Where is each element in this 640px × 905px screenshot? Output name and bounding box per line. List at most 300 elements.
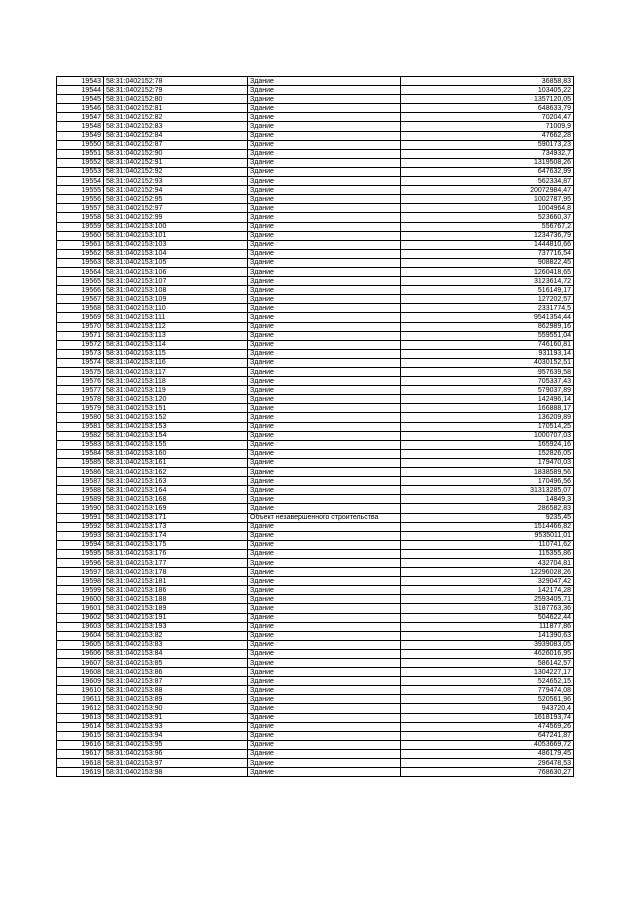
object-type: Здание [248, 622, 401, 631]
row-number: 19544 [57, 86, 104, 95]
row-number: 19553 [57, 167, 104, 176]
table-row [57, 449, 574, 458]
object-type: Здание [248, 322, 401, 331]
object-type: Здание [248, 695, 401, 704]
row-number: 19567 [57, 295, 104, 304]
cadastral-value: 516149,17 [401, 286, 574, 295]
cadastral-value: 486179,45 [401, 749, 574, 758]
cadastral-number: 58:31:0402153:111 [104, 313, 248, 322]
cadastral-number: 58:31:0402153:154 [104, 431, 248, 440]
cadastral-number: 58:31:0402153:169 [104, 504, 248, 513]
cadastral-value: 170496,56 [401, 477, 574, 486]
row-number: 19563 [57, 258, 104, 267]
object-type: Здание [248, 540, 401, 549]
cadastral-value: 734932,7 [401, 149, 574, 158]
cadastral-value: 746160,81 [401, 340, 574, 349]
table-row [57, 358, 574, 367]
table-row [57, 713, 574, 722]
row-number: 19587 [57, 477, 104, 486]
cadastral-value: 3939083,05 [401, 640, 574, 649]
row-number: 19554 [57, 177, 104, 186]
cadastral-value: 908822,45 [401, 258, 574, 267]
cadastral-value: 1004964,8 [401, 204, 574, 213]
table-row [57, 113, 574, 122]
cadastral-value: 648633,79 [401, 104, 574, 113]
table-row [57, 386, 574, 395]
object-type: Здание [248, 604, 401, 613]
row-number: 19594 [57, 540, 104, 549]
table-row [57, 240, 574, 249]
object-type: Здание [248, 258, 401, 267]
object-type: Здание [248, 759, 401, 768]
row-number: 19569 [57, 313, 104, 322]
table-row [57, 149, 574, 158]
cadastral-number: 58:31:0402153:88 [104, 686, 248, 695]
object-type: Здание [248, 267, 401, 276]
row-number: 19574 [57, 358, 104, 367]
table-row [57, 204, 574, 213]
table-row [57, 77, 574, 86]
table-row [57, 104, 574, 113]
table-row [57, 377, 574, 386]
object-type: Здание [248, 113, 401, 122]
row-number: 19617 [57, 749, 104, 758]
cadastral-number: 58:31:0402153:151 [104, 404, 248, 413]
cadastral-value: 647632,99 [401, 167, 574, 176]
object-type: Здание [248, 304, 401, 313]
cadastral-number: 58:31:0402153:96 [104, 749, 248, 758]
row-number: 19578 [57, 395, 104, 404]
table-row [57, 568, 574, 577]
table-row [57, 586, 574, 595]
cadastral-number: 58:31:0402153:164 [104, 486, 248, 495]
table-row [57, 349, 574, 358]
row-number: 19597 [57, 568, 104, 577]
object-type: Здание [248, 586, 401, 595]
object-type: Здание [248, 577, 401, 586]
table-row [57, 649, 574, 658]
cadastral-number: 58:31:0402153:153 [104, 422, 248, 431]
cadastral-value: 1319508,26 [401, 158, 574, 167]
row-number: 19605 [57, 640, 104, 649]
row-number: 19583 [57, 440, 104, 449]
row-number: 19564 [57, 267, 104, 276]
object-type: Здание [248, 477, 401, 486]
table-row [57, 540, 574, 549]
object-type: Здание [248, 558, 401, 567]
table-row [57, 213, 574, 222]
cadastral-number: 58:31:0402153:83 [104, 640, 248, 649]
cadastral-value: 31313285,07 [401, 486, 574, 495]
cadastral-value: 179470,03 [401, 458, 574, 467]
cadastral-value: 329047,42 [401, 577, 574, 586]
row-number: 19568 [57, 304, 104, 313]
cadastral-number: 58:31:0402153:84 [104, 649, 248, 658]
row-number: 19545 [57, 95, 104, 104]
row-number: 19558 [57, 213, 104, 222]
cadastral-value: 70204,47 [401, 113, 574, 122]
cadastral-value: 1444810,66 [401, 240, 574, 249]
table-row [57, 613, 574, 622]
cadastral-number: 58:31:0402152:83 [104, 122, 248, 131]
row-number: 19585 [57, 458, 104, 467]
object-type: Здание [248, 240, 401, 249]
registry-table-body [57, 77, 574, 777]
object-type: Здание [248, 377, 401, 386]
table-row [57, 331, 574, 340]
row-number: 19607 [57, 659, 104, 668]
row-number: 19598 [57, 577, 104, 586]
table-row [57, 277, 574, 286]
cadastral-number: 58:31:0402153:118 [104, 377, 248, 386]
object-type: Здание [248, 177, 401, 186]
row-number: 19576 [57, 377, 104, 386]
object-type: Здание [248, 677, 401, 686]
cadastral-number: 58:31:0402153:113 [104, 331, 248, 340]
table-row [57, 295, 574, 304]
cadastral-value: 1304227,17 [401, 668, 574, 677]
object-type: Здание [248, 149, 401, 158]
object-type: Здание [248, 722, 401, 731]
row-number: 19565 [57, 277, 104, 286]
table-row [57, 395, 574, 404]
object-type: Здание [248, 495, 401, 504]
cadastral-value: 957639,58 [401, 368, 574, 377]
table-row [57, 95, 574, 104]
cadastral-value: 110741,62 [401, 540, 574, 549]
row-number: 19606 [57, 649, 104, 658]
cadastral-value: 1514466,82 [401, 522, 574, 531]
row-number: 19547 [57, 113, 104, 122]
cadastral-number: 58:31:0402153:103 [104, 240, 248, 249]
object-type: Здание [248, 486, 401, 495]
row-number: 19575 [57, 368, 104, 377]
object-type: Здание [248, 531, 401, 540]
row-number: 19600 [57, 595, 104, 604]
cadastral-value: 136209,89 [401, 413, 574, 422]
cadastral-number: 58:31:0402153:85 [104, 659, 248, 668]
cadastral-value: 943720,4 [401, 704, 574, 713]
object-type: Здание [248, 668, 401, 677]
cadastral-number: 58:31:0402153:109 [104, 295, 248, 304]
cadastral-value: 47662,28 [401, 131, 574, 140]
cadastral-number: 58:31:0402153:110 [104, 304, 248, 313]
table-row [57, 267, 574, 276]
row-number: 19599 [57, 586, 104, 595]
row-number: 19609 [57, 677, 104, 686]
registry-table [56, 76, 574, 777]
table-row [57, 458, 574, 467]
table-row [57, 177, 574, 186]
row-number: 19602 [57, 613, 104, 622]
table-row [57, 413, 574, 422]
object-type: Здание [248, 277, 401, 286]
cadastral-number: 58:31:0402153:98 [104, 768, 248, 777]
row-number: 19582 [57, 431, 104, 440]
table-row [57, 340, 574, 349]
cadastral-number: 58:31:0402153:177 [104, 558, 248, 567]
cadastral-value: 559551,04 [401, 331, 574, 340]
cadastral-value: 2593405,71 [401, 595, 574, 604]
row-number: 19557 [57, 204, 104, 213]
object-type: Здание [248, 249, 401, 258]
cadastral-number: 58:31:0402153:186 [104, 586, 248, 595]
table-row [57, 131, 574, 140]
cadastral-number: 58:31:0402153:112 [104, 322, 248, 331]
cadastral-value: 166888,17 [401, 404, 574, 413]
cadastral-number: 58:31:0402152:82 [104, 113, 248, 122]
cadastral-value: 9541354,44 [401, 313, 574, 322]
cadastral-value: 4030152,51 [401, 358, 574, 367]
cadastral-number: 58:31:0402153:191 [104, 613, 248, 622]
row-number: 19588 [57, 486, 104, 495]
table-row [57, 631, 574, 640]
cadastral-number: 58:31:0402153:163 [104, 477, 248, 486]
row-number: 19586 [57, 468, 104, 477]
cadastral-value: 524652,15 [401, 677, 574, 686]
cadastral-number: 58:31:0402153:101 [104, 231, 248, 240]
table-row [57, 304, 574, 313]
cadastral-number: 58:31:0402153:87 [104, 677, 248, 686]
object-type: Здание [248, 631, 401, 640]
cadastral-number: 58:31:0402153:178 [104, 568, 248, 577]
object-type: Здание [248, 131, 401, 140]
row-number: 19555 [57, 186, 104, 195]
cadastral-value: 1357120,05 [401, 95, 574, 104]
object-type: Здание [248, 404, 401, 413]
cadastral-number: 58:31:0402153:100 [104, 222, 248, 231]
cadastral-value: 4626016,95 [401, 649, 574, 658]
table-row [57, 604, 574, 613]
cadastral-number: 58:31:0402153:181 [104, 577, 248, 586]
row-number: 19595 [57, 549, 104, 558]
cadastral-number: 58:31:0402153:161 [104, 458, 248, 467]
object-type: Здание [248, 649, 401, 658]
object-type: Здание [248, 386, 401, 395]
row-number: 19560 [57, 231, 104, 240]
table-row [57, 722, 574, 731]
object-type: Здание [248, 413, 401, 422]
cadastral-value: 586142,57 [401, 659, 574, 668]
cadastral-value: 142174,28 [401, 586, 574, 595]
cadastral-number: 58:31:0402153:176 [104, 549, 248, 558]
cadastral-number: 58:31:0402153:175 [104, 540, 248, 549]
cadastral-value: 141390,63 [401, 631, 574, 640]
cadastral-number: 58:31:0402153:82 [104, 631, 248, 640]
cadastral-value: 779474,08 [401, 686, 574, 695]
row-number: 19549 [57, 131, 104, 140]
object-type: Здание [248, 468, 401, 477]
row-number: 19559 [57, 222, 104, 231]
table-row [57, 431, 574, 440]
cadastral-number: 58:31:0402153:94 [104, 731, 248, 740]
object-type: Здание [248, 313, 401, 322]
cadastral-number: 58:31:0402152:92 [104, 167, 248, 176]
object-type: Здание [248, 231, 401, 240]
row-number: 19596 [57, 558, 104, 567]
cadastral-number: 58:31:0402153:155 [104, 440, 248, 449]
row-number: 19611 [57, 695, 104, 704]
object-type: Здание [248, 749, 401, 758]
table-row [57, 486, 574, 495]
row-number: 19616 [57, 740, 104, 749]
row-number: 19619 [57, 768, 104, 777]
cadastral-value: 170514,25 [401, 422, 574, 431]
cadastral-number: 58:31:0402153:173 [104, 522, 248, 531]
row-number: 19618 [57, 759, 104, 768]
cadastral-number: 58:31:0402153:119 [104, 386, 248, 395]
object-type: Здание [248, 286, 401, 295]
cadastral-value: 103405,22 [401, 86, 574, 95]
table-row [57, 504, 574, 513]
cadastral-value: 9235,45 [401, 513, 574, 522]
row-number: 19577 [57, 386, 104, 395]
object-type: Здание [248, 222, 401, 231]
cadastral-number: 58:31:0402153:189 [104, 604, 248, 613]
table-row [57, 313, 574, 322]
cadastral-number: 58:31:0402152:81 [104, 104, 248, 113]
object-type: Здание [248, 713, 401, 722]
cadastral-number: 58:31:0402153:188 [104, 595, 248, 604]
cadastral-number: 58:31:0402153:105 [104, 258, 248, 267]
cadastral-number: 58:31:0402153:95 [104, 740, 248, 749]
object-type: Здание [248, 686, 401, 695]
cadastral-value: 152826,05 [401, 449, 574, 458]
table-row [57, 495, 574, 504]
table-row [57, 668, 574, 677]
cadastral-number: 58:31:0402153:90 [104, 704, 248, 713]
cadastral-value: 111877,86 [401, 622, 574, 631]
cadastral-value: 862989,16 [401, 322, 574, 331]
row-number: 19571 [57, 331, 104, 340]
cadastral-number: 58:31:0402153:108 [104, 286, 248, 295]
cadastral-value: 1234736,79 [401, 231, 574, 240]
table-row [57, 577, 574, 586]
object-type: Здание [248, 449, 401, 458]
cadastral-number: 58:31:0402153:120 [104, 395, 248, 404]
cadastral-value: 142496,14 [401, 395, 574, 404]
row-number: 19589 [57, 495, 104, 504]
table-row [57, 549, 574, 558]
row-number: 19584 [57, 449, 104, 458]
cadastral-value: 115355,86 [401, 549, 574, 558]
object-type: Здание [248, 95, 401, 104]
table-row [57, 740, 574, 749]
row-number: 19579 [57, 404, 104, 413]
row-number: 19552 [57, 158, 104, 167]
table-row [57, 686, 574, 695]
table-row [57, 195, 574, 204]
table-row [57, 86, 574, 95]
row-number: 19566 [57, 286, 104, 295]
object-type: Здание [248, 422, 401, 431]
table-row [57, 368, 574, 377]
cadastral-number: 58:31:0402152:97 [104, 204, 248, 213]
table-row [57, 258, 574, 267]
object-type: Здание [248, 522, 401, 531]
cadastral-value: 647241,87 [401, 731, 574, 740]
row-number: 19572 [57, 340, 104, 349]
object-type: Здание [248, 504, 401, 513]
row-number: 19613 [57, 713, 104, 722]
cadastral-value: 556767,2 [401, 222, 574, 231]
table-row [57, 558, 574, 567]
cadastral-number: 58:31:0402153:89 [104, 695, 248, 704]
cadastral-value: 1000707,03 [401, 431, 574, 440]
table-row [57, 167, 574, 176]
row-number: 19593 [57, 531, 104, 540]
cadastral-number: 58:31:0402152:79 [104, 86, 248, 95]
cadastral-value: 36858,83 [401, 77, 574, 86]
cadastral-number: 58:31:0402153:97 [104, 759, 248, 768]
table-row [57, 659, 574, 668]
cadastral-number: 58:31:0402153:106 [104, 267, 248, 276]
table-row [57, 440, 574, 449]
object-type: Здание [248, 595, 401, 604]
cadastral-value: 12296028,26 [401, 568, 574, 577]
object-type: Здание [248, 731, 401, 740]
object-type: Здание [248, 568, 401, 577]
cadastral-value: 768630,27 [401, 768, 574, 777]
cadastral-value: 1002787,95 [401, 195, 574, 204]
object-type: Здание [248, 440, 401, 449]
object-type: Здание [248, 186, 401, 195]
cadastral-value: 127202,57 [401, 295, 574, 304]
cadastral-number: 58:31:0402152:80 [104, 95, 248, 104]
row-number: 19615 [57, 731, 104, 740]
object-type: Здание [248, 167, 401, 176]
object-type: Здание [248, 340, 401, 349]
cadastral-value: 286582,83 [401, 504, 574, 513]
table-row [57, 468, 574, 477]
cadastral-value: 520561,96 [401, 695, 574, 704]
cadastral-number: 58:31:0402153:168 [104, 495, 248, 504]
object-type: Здание [248, 431, 401, 440]
cadastral-number: 58:31:0402153:152 [104, 413, 248, 422]
table-row [57, 622, 574, 631]
table-row [57, 513, 574, 522]
cadastral-value: 1838589,56 [401, 468, 574, 477]
row-number: 19556 [57, 195, 104, 204]
object-type: Здание [248, 195, 401, 204]
cadastral-number: 58:31:0402152:78 [104, 77, 248, 86]
object-type: Здание [248, 368, 401, 377]
row-number: 19548 [57, 122, 104, 131]
table-row [57, 477, 574, 486]
cadastral-number: 58:31:0402153:86 [104, 668, 248, 677]
table-row [57, 768, 574, 777]
object-type: Здание [248, 122, 401, 131]
row-number: 19603 [57, 622, 104, 631]
row-number: 19543 [57, 77, 104, 86]
cadastral-number: 58:31:0402153:116 [104, 358, 248, 367]
cadastral-value: 20072984,47 [401, 186, 574, 195]
cadastral-number: 58:31:0402152:99 [104, 213, 248, 222]
cadastral-number: 58:31:0402153:174 [104, 531, 248, 540]
cadastral-value: 705337,43 [401, 377, 574, 386]
table-row [57, 140, 574, 149]
row-number: 19592 [57, 522, 104, 531]
row-number: 19604 [57, 631, 104, 640]
cadastral-number: 58:31:0402153:114 [104, 340, 248, 349]
cadastral-value: 474569,26 [401, 722, 574, 731]
row-number: 19601 [57, 604, 104, 613]
cadastral-value: 2331774,5 [401, 304, 574, 313]
object-type: Здание [248, 213, 401, 222]
table-row [57, 404, 574, 413]
cadastral-value: 9535011,01 [401, 531, 574, 540]
cadastral-number: 58:31:0402153:104 [104, 249, 248, 258]
